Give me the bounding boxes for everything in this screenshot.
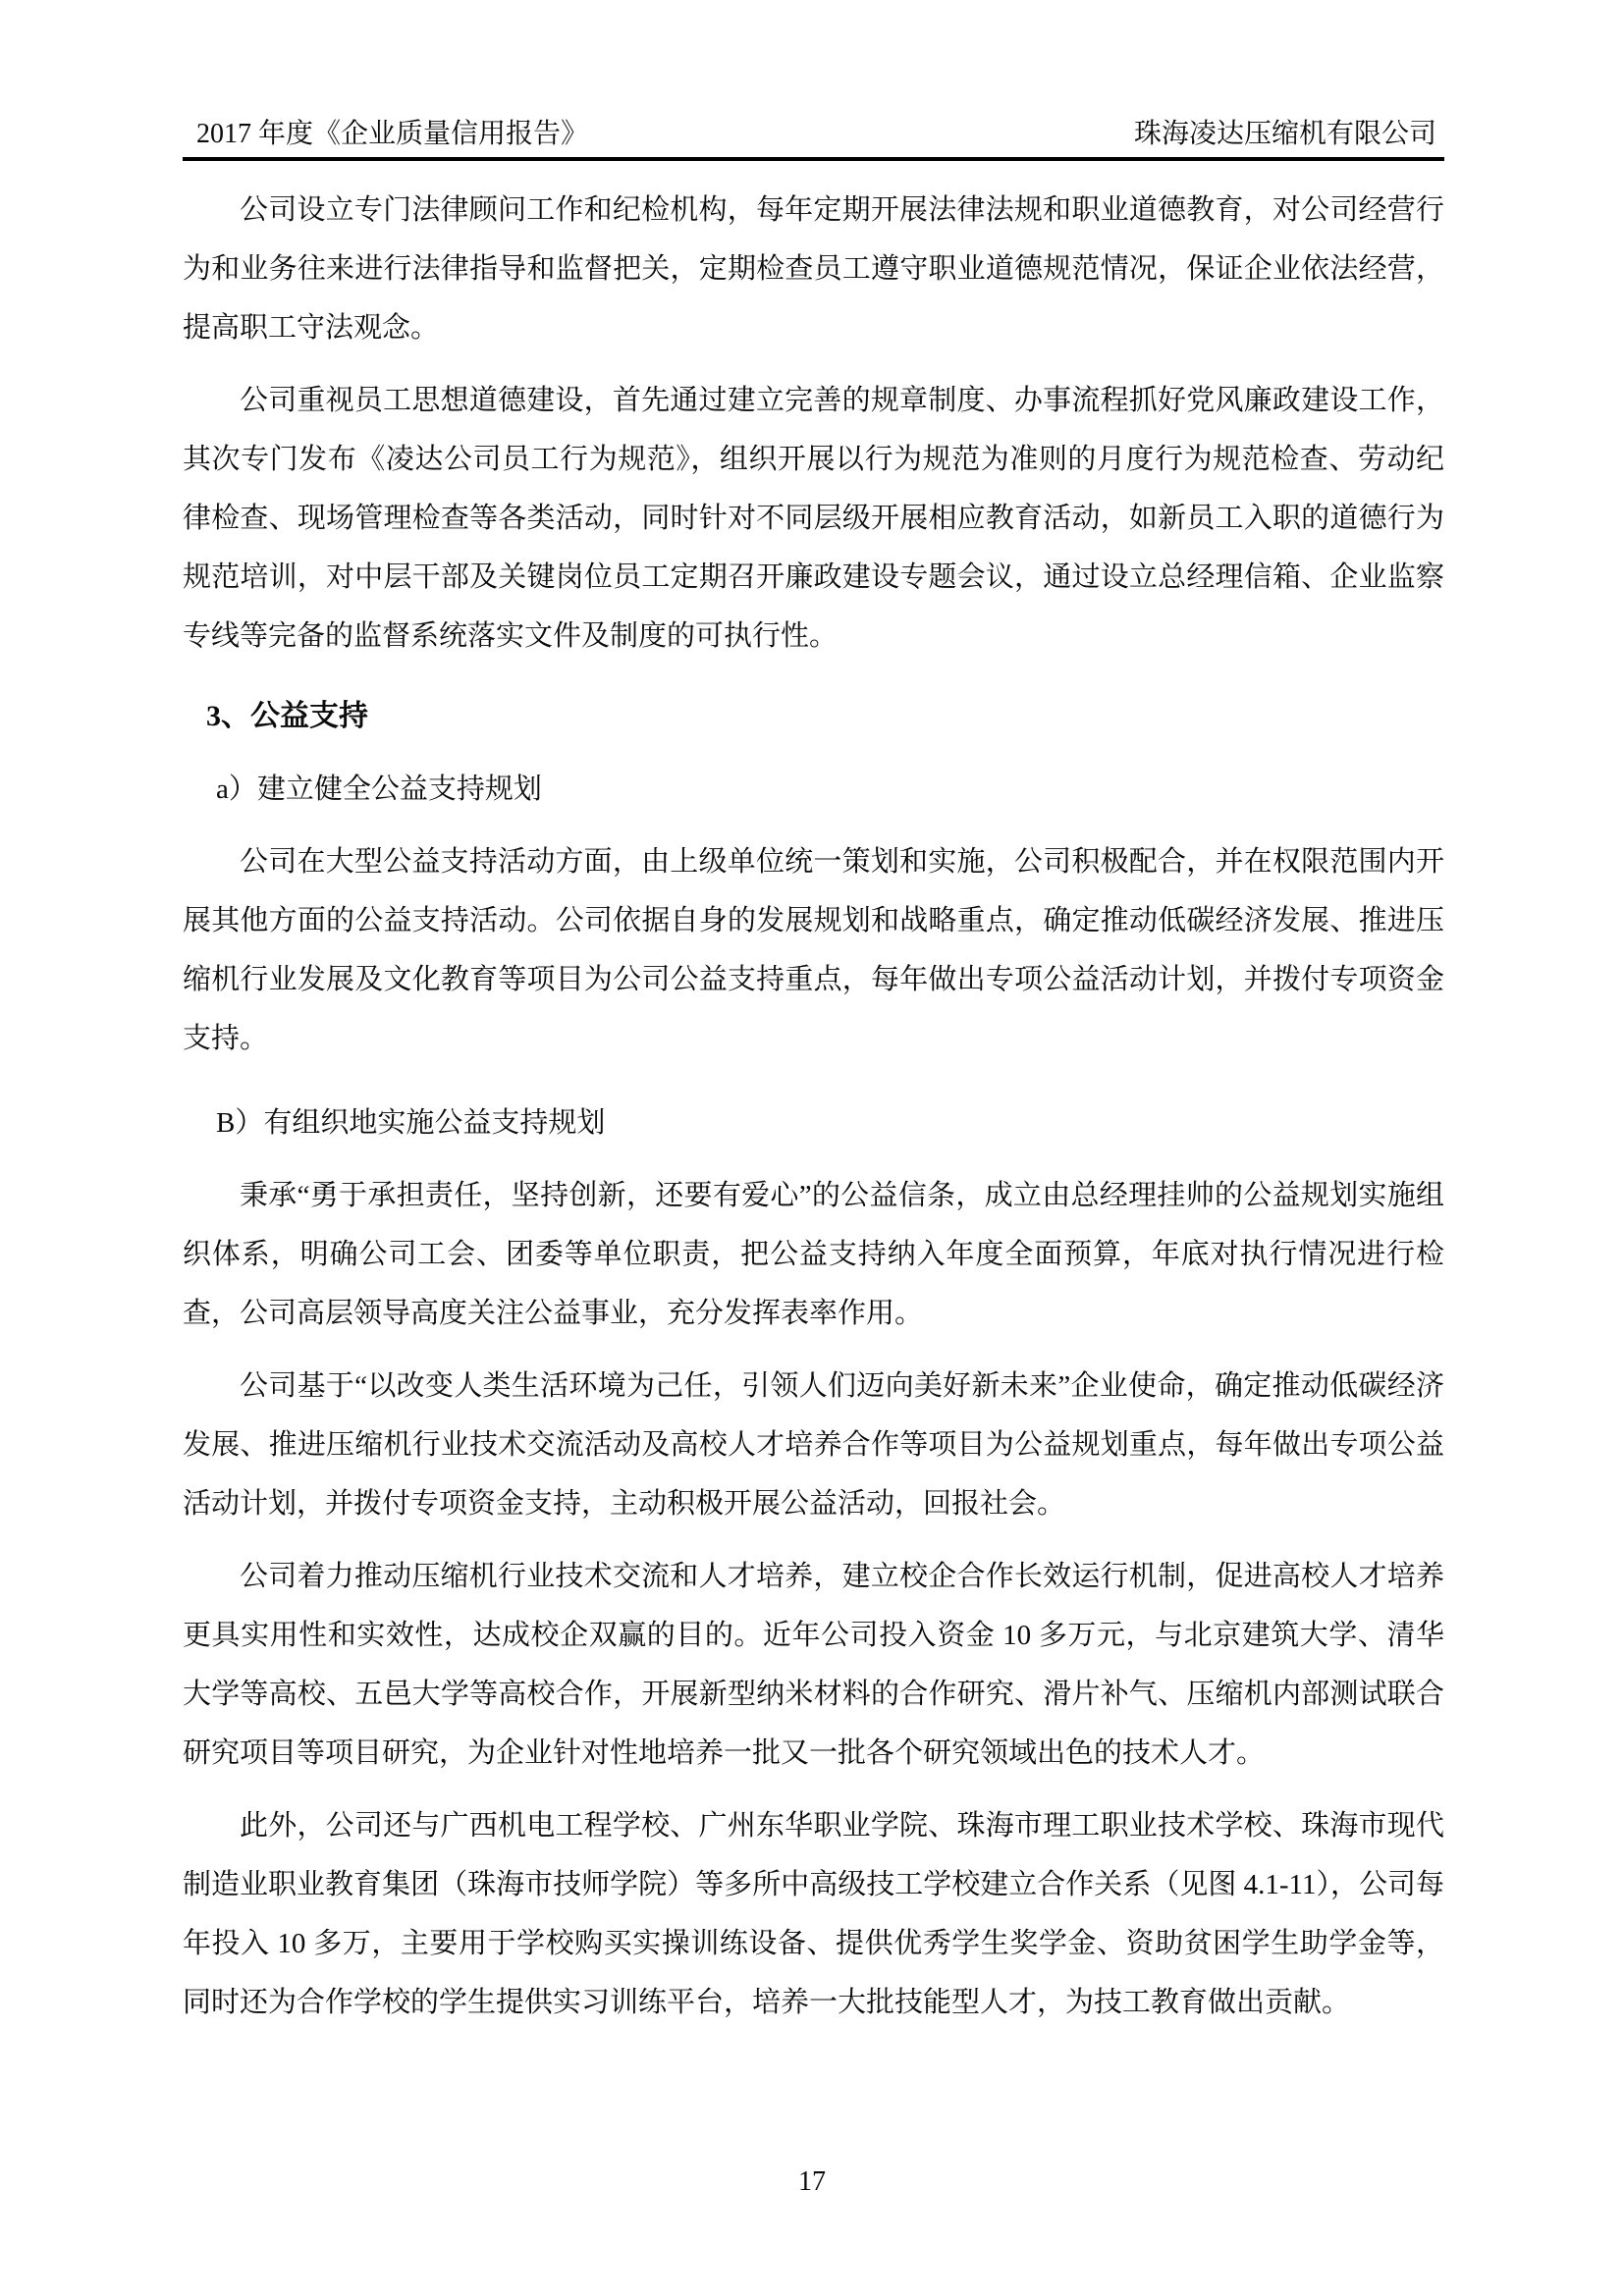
page-number: 17 (798, 2166, 826, 2197)
item-b-implement-welfare-plan: B）有组织地实施公益支持规划 (216, 1107, 606, 1139)
paragraph-vocational-school-cooperation: 此外，公司还与广西机电工程学校、广州东华职业学院、珠海市理工职业技术学校、珠海市现代制造业职业教育集团（珠海市技师学院）等多所中高级技工学校建立合作关系（见图 4.1-11），公司每年投入 10 多万，主要用于学校购买实操训练设备、提供优秀学生奖学金、资助贫困学生助学金等，同时还为合作学校的学生提供实习训练平台，培养一大批技能型人才，为技工教育做出贡献。 (183, 1810, 1444, 2018)
paragraph-university-cooperation: 公司着力推动压缩机行业技术交流和人才培养，建立校企合作长效运行机制，促进高校人才培养更具实用性和实效性，达成校企双赢的目的。近年公司投入资金 10 多万元，与北京建筑大学、清华大学等高校、五邑大学等高校合作，开展新型纳米材料的合作研究、滑片补气、压缩机内部测试联合研究项目等项目研究，为企业针对性地培养一批又一批各个研究领域出色的技术人才。 (183, 1561, 1444, 1769)
paragraph-welfare-planning: 公司在大型公益支持活动方面，由上级单位统一策划和实施，公司积极配合，并在权限范围内开展其他方面的公益支持活动。公司依据自身的发展规划和战略重点，确定推动低碳经济发展、推进压缩机行业发展及文化教育等项目为公司公益支持重点，每年做出专项公益活动计划，并拨付专项资金支持。 (183, 846, 1444, 1054)
section-heading-public-welfare: 3、公益支持 (206, 700, 368, 732)
paragraph-legal-compliance: 公司设立专门法律顾问工作和纪检机构，每年定期开展法律法规和职业道德教育，对公司经营行为和业务往来进行法律指导和监督把关，定期检查员工遵守职业道德规范情况，保证企业依法经营，提高职工守法观念。 (183, 194, 1444, 344)
document-body (183, 161, 1444, 2032)
item-a-establish-welfare-plan: a）建立健全公益支持规划 (216, 774, 542, 805)
paragraph-welfare-implementation: 秉承“勇于承担责任，坚持创新，还要有爱心”的公益信条，成立由总经理挂帅的公益规划实施组织体系，明确公司工会、团委等单位职责，把公益支持纳入年度全面预算，年底对执行情况进行检查，公司高层领导高度关注公益事业，充分发挥表率作用。 (183, 1180, 1444, 1329)
paragraph-corporate-mission-welfare: 公司基于“以改变人类生活环境为己任，引领人们迈向美好新未来”企业使命，确定推动低碳经济发展、推进压缩机行业技术交流活动及高校人才培养合作等项目为公益规划重点，每年做出专项公益活动计划，并拨付专项资金支持，主动积极开展公益活动，回报社会。 (183, 1370, 1444, 1520)
paragraph-ethics-building: 公司重视员工思想道德建设，首先通过建立完善的规章制度、办事流程抓好党风廉政建设工作，其次专门发布《凌达公司员工行为规范》，组织开展以行为规范为准则的月度行为规范检查、劳动纪律检查、现场管理检查等各类活动，同时针对不同层级开展相应教育活动，如新员工入职的道德行为规范培训，对中层干部及关键岗位员工定期召开廉政建设专题会议，通过设立总经理信箱、企业监察专线等完备的监督系统落实文件及制度的可执行性。 (183, 385, 1444, 652)
header-company-name: 珠海凌达压缩机有限公司 (1133, 119, 1436, 149)
header-report-title: 2017 年度《企业质量信用报告》 (196, 119, 589, 149)
page-footer (0, 2165, 1624, 2199)
page-header (183, 118, 1444, 161)
